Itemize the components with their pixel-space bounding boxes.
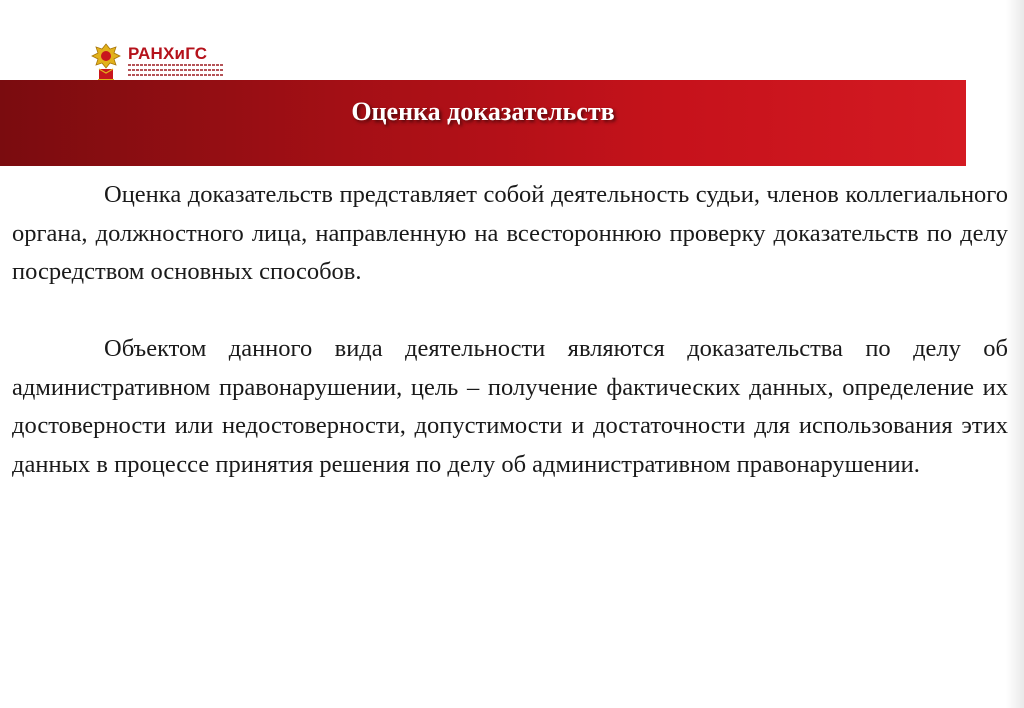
page-title: Оценка доказательств bbox=[351, 97, 615, 126]
paragraph-2: Объектом данного вида деятельности являются доказательства по делу об административном правонарушении, цель – получение фактических данных, определение их достоверности или недостоверности, допустимости и достаточности для использования этих данных в процессе принятия решения по делу об административном правонарушении. bbox=[12, 335, 1008, 478]
slide-edge-shadow bbox=[1006, 0, 1024, 708]
title-bar bbox=[0, 80, 966, 166]
logo-name: РАНХиГС bbox=[128, 44, 208, 63]
logo-subtitle-lines bbox=[128, 64, 224, 79]
emblem-icon bbox=[90, 42, 122, 82]
slide-body bbox=[12, 176, 1008, 484]
ranepa-logo bbox=[90, 42, 230, 82]
paragraph-1: Оценка доказательств представляет собой деятельность судьи, членов коллегиального органа, должностного лица, направленную на всестороннюю проверку доказательств по делу посредством основных способов. bbox=[12, 181, 1008, 285]
